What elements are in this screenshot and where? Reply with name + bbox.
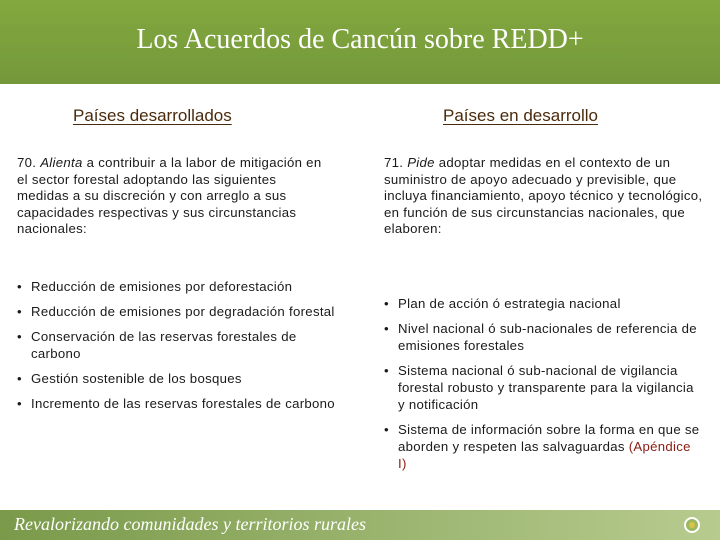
bullet-icon: •: [17, 396, 22, 411]
list-item-text: Conservación de las reservas forestales de carbono: [31, 329, 297, 361]
bullet-icon: •: [17, 371, 22, 386]
list-item-text: Nivel nacional ó sub-nacionales de referencia de emisiones forestales: [398, 321, 697, 353]
bullet-icon: •: [384, 296, 389, 311]
paragraph-71: [384, 155, 706, 238]
bullet-icon: •: [17, 279, 22, 294]
logo-icon: [684, 517, 700, 533]
bullet-icon: •: [17, 329, 22, 344]
heading-developing-countries: Países en desarrollo: [443, 106, 598, 125]
appendix-reference: (Apéndice I): [398, 439, 691, 471]
list-item: [17, 395, 337, 412]
paragraph-text: adoptar medidas en el contexto de un suministro de apoyo adecuado y previsible, que incluya financiamiento, apoyo técnico y tecnológico, en función de sus circunstancias nacionales, que elaboren:: [384, 155, 703, 236]
list-item: [17, 303, 337, 320]
slide-title: Los Acuerdos de Cancún sobre REDD+: [136, 24, 584, 55]
list-item-text: Sistema de información sobre la forma en que se aborden y respeten las salvaguardas: [398, 422, 700, 454]
bullet-icon: •: [384, 363, 389, 378]
list-item-text: Sistema nacional ó sub-nacional de vigilancia forestal robusto y transparente para la vigilancia y notificación: [398, 363, 694, 412]
title-bar: [0, 0, 720, 84]
bullet-icon: •: [17, 304, 22, 319]
bullet-icon: •: [384, 422, 389, 437]
list-item: [384, 362, 702, 413]
list-item: [17, 278, 337, 295]
footer-bar: [0, 510, 720, 540]
list-item: [384, 295, 702, 312]
footer-slogan: Revalorizando comunidades y territorios rurales: [14, 514, 366, 534]
heading-developed-countries: Países desarrollados: [73, 106, 232, 125]
list-item: [384, 320, 702, 354]
paragraph-70: [17, 155, 329, 238]
list-item-text: Incremento de las reservas forestales de carbono: [31, 396, 335, 411]
paragraph-verb: Alienta: [40, 155, 83, 170]
list-item-text: Reducción de emisiones por degradación forestal: [31, 304, 335, 319]
list-item-text: Gestión sostenible de los bosques: [31, 371, 242, 386]
list-item: [17, 328, 337, 362]
paragraph-text: a contribuir a la labor de mitigación en el sector forestal adoptando las siguientes medidas a su discreción y con arreglo a sus capacidades respectivas y sus circunstancias nacionales:: [17, 155, 322, 236]
paragraph-verb: Pide: [407, 155, 435, 170]
list-item: [384, 421, 702, 472]
bullet-icon: •: [384, 321, 389, 336]
developing-measures-list: [384, 295, 702, 480]
list-item-text: Plan de acción ó estrategia nacional: [398, 296, 621, 311]
paragraph-number: 71.: [384, 155, 408, 170]
paragraph-number: 70.: [17, 155, 41, 170]
developed-measures-list: [17, 278, 337, 420]
list-item-text: Reducción de emisiones por deforestación: [31, 279, 293, 294]
list-item: [17, 370, 337, 387]
